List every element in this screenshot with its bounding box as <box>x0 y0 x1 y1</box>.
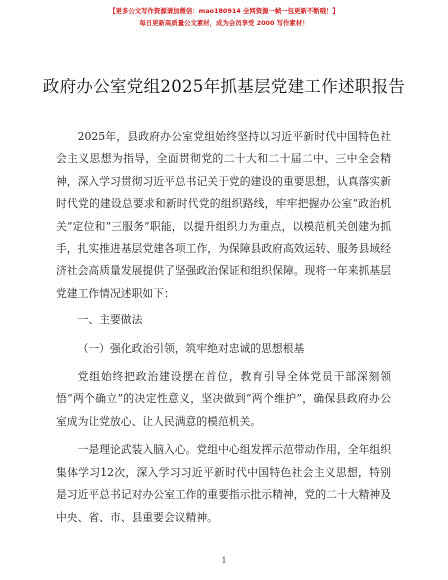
document-title: 政府办公室党组2025年抓基层党建工作述职报告 <box>42 77 406 96</box>
subsection-heading-political-guidance: （一）强化政治引领，筑牢绝对忠诚的思想根基 <box>77 341 305 355</box>
body-paragraph-theory-study: 一是理论武装入脑入心。党组中心组发挥示范带动作用，全年组织集体学习12次，深入学习习近平新时代中国特色社会主义思想，特别是习近平总书记对办公室工作的重要指示批示精神，党的二十大精神及中央、省、市、县重要会议精神。 <box>56 443 391 524</box>
promo-banner-line-2: 每日更新高质量公文素材，成为会员享受 2000 写作素材！ <box>139 19 309 27</box>
page-number: 1 <box>221 556 227 565</box>
document-body <box>56 126 391 529</box>
body-paragraph-political-construction: 党组始终把政治建设摆在首位，教育引导全体党员干部深刻领悟“两个确立”的决定性意义，坚决做到“两个维护”，确保县政府办公室成为让党放心、让人民满意的模范机关。 <box>56 370 391 428</box>
intro-paragraph: 2025年，县政府办公室党组始终坚持以习近平新时代中国特色社会主义思想为指导，全面贯彻党的二十大和二十届二中、三中全会精神，深入学习贯彻习近平总书记关于党的建设的重要思想，认真落实新时代党的建设总要求和新时代党的组织路线，牢牢把握办公室“政治机关”定位和“三服务”职能，以提升组织力为重点，以模范机关创建为抓手，扎实推进基层党建各项工作，为保障县政府高效运转、服务县域经济社会高质量发展提供了坚强政治保证和组织保障。现将一年来抓基层党建工作情况述职如下： <box>56 130 391 300</box>
section-heading-main-practices: 一、主要做法 <box>77 313 143 327</box>
promo-banner-line-1: 【更多公文写作资源请加微信：mao180914 全网资源一帧一包更新不断哦！】 <box>109 7 339 15</box>
